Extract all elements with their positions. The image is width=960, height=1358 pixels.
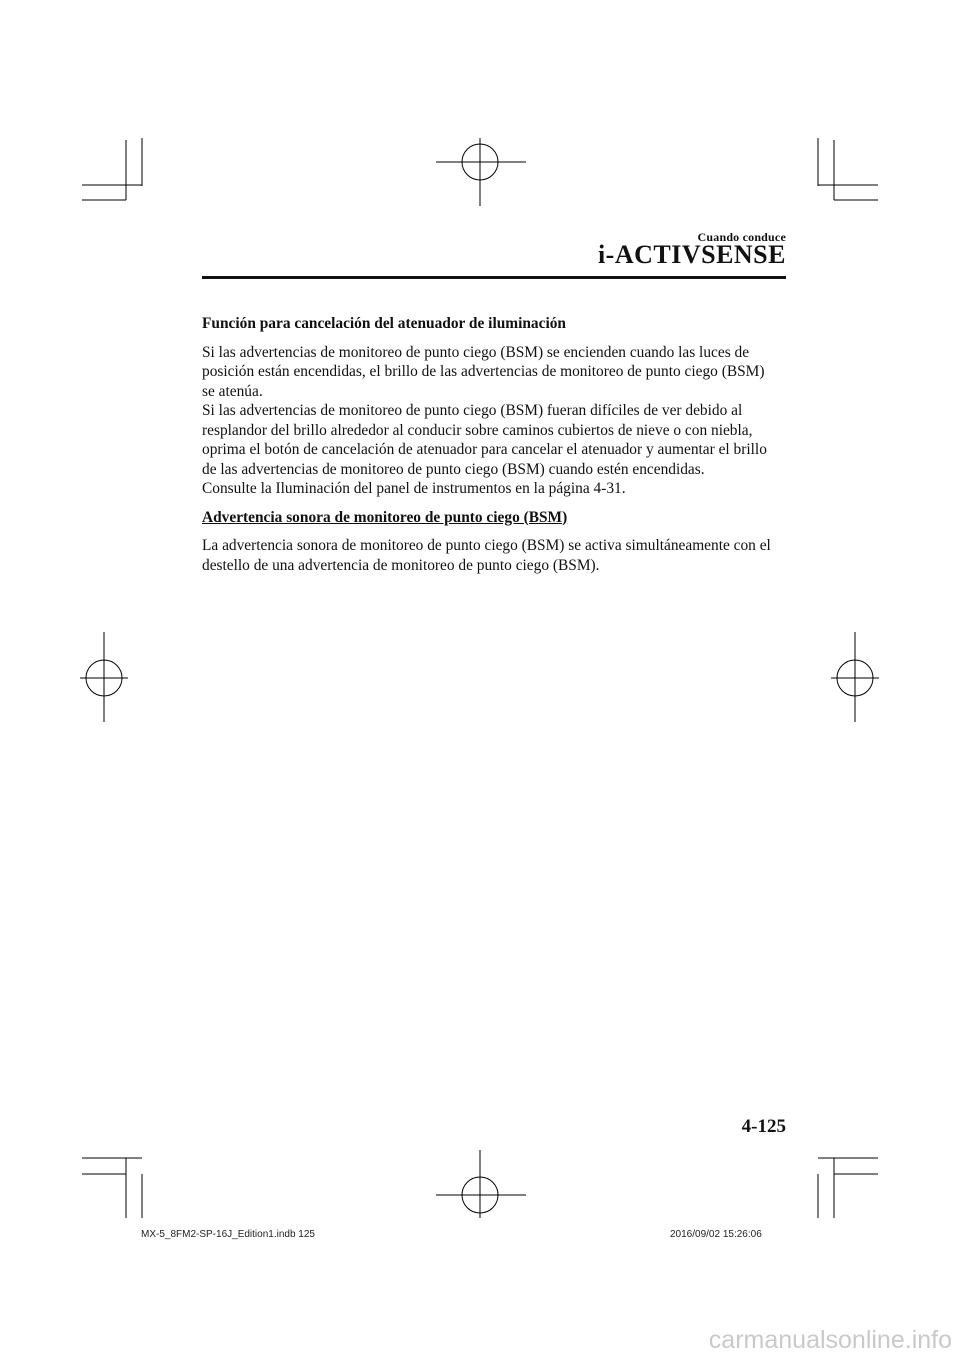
paragraph-dimmer <box>202 343 788 499</box>
text-line: posición están encendidas, el brillo de las advertencias de monitoreo de punto ciego (BSM) <box>202 363 765 380</box>
watermark-url: carmanualsonline.info <box>708 1326 952 1354</box>
text-line: de las advertencias de monitoreo de punto ciego (BSM) cuando estén encendidas. <box>202 460 705 478</box>
chapter-title: i-ACTIVSENSE <box>597 240 786 269</box>
text-line: resplandor del brillo alrededor al conducir sobre caminos cubiertos de nieve o con niebla, <box>202 421 753 439</box>
section-heading-dimmer: Función para cancelación del atenuador de iluminación <box>202 315 566 332</box>
text-line: se atenúa. <box>202 382 263 400</box>
text-line: Si las advertencias de monitoreo de punto ciego (BSM) fueran difíciles de ver debido al <box>202 402 743 419</box>
text-line: destello de una advertencia de monitoreo de punto ciego (BSM). <box>202 556 600 574</box>
text-line: La advertencia sonora de monitoreo de punto ciego (BSM) se activa simultáneamente con el <box>202 537 771 554</box>
text-line: Si las advertencias de monitoreo de punto ciego (BSM) se encienden cuando las luces de <box>202 343 750 361</box>
print-file-info: MX-5_8FM2-SP-16J_Edition1.indb 125 <box>141 1229 315 1240</box>
paragraph-audible-warning <box>202 536 788 575</box>
header-divider <box>202 276 786 279</box>
page-number: 4-125 <box>741 1116 786 1137</box>
section-label: Cuando conduce <box>697 230 786 244</box>
text-line: oprima el botón de cancelación de atenuador para cancelar el atenuador y aumentar el brillo <box>202 441 767 458</box>
text-line: Consulte la Iluminación del panel de instrumentos en la página 4-31. <box>202 480 626 497</box>
print-timestamp: 2016/09/02 15:26:06 <box>670 1229 762 1240</box>
page-content <box>202 314 788 575</box>
section-heading-audible-warning: Advertencia sonora de monitoreo de punto ciego (BSM) <box>202 508 568 526</box>
